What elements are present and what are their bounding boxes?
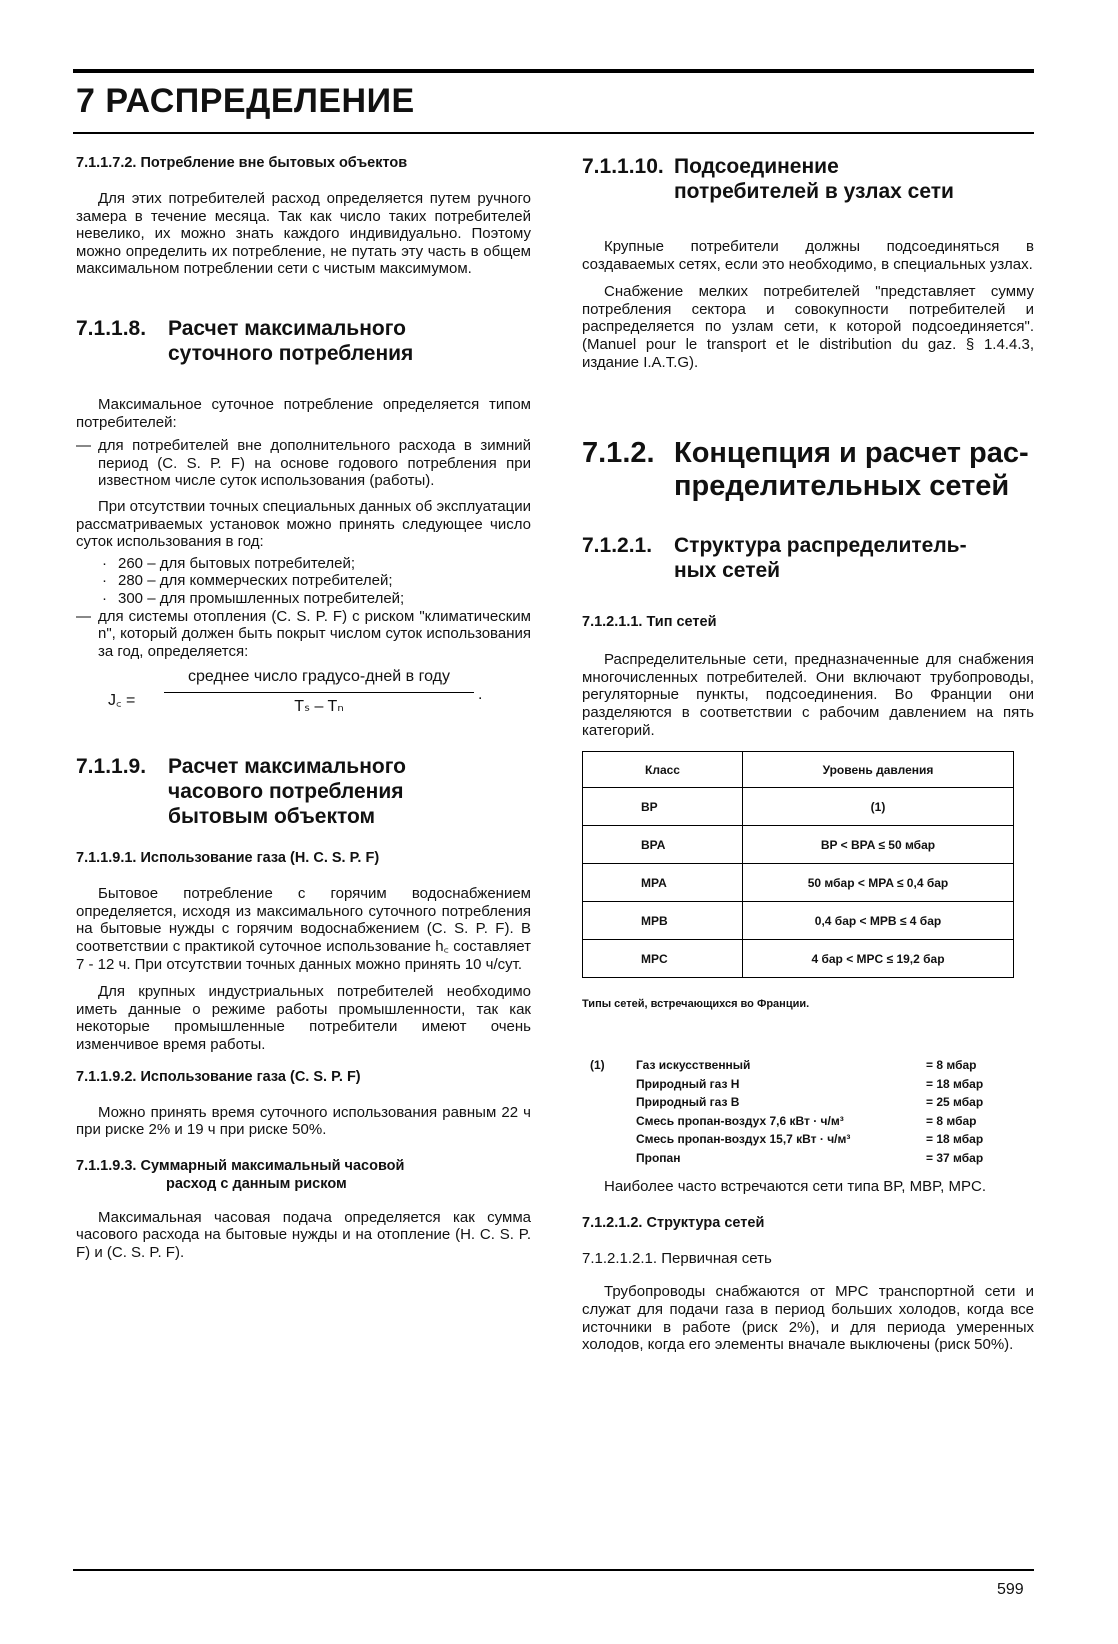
bullet-mark: · [102,572,107,590]
section-heading: 7.1.1.9.1. Использование газа (H. C. S. P. F) [76,850,380,867]
paragraph: Максимальное суточное потребление определяется типом потребителей: [76,395,531,431]
gas-value: = 18 мбар [926,1132,984,1147]
table-cell: BP < BPA ≤ 50 мбар [743,826,1014,864]
section-title-line: часового потребления [168,780,404,804]
section-number: 7.1.1.8. [76,316,147,340]
paragraph: Крупные потребители должны подсоединяться в создаваемых сетях, если это необходимо, в специальных узлах. [582,238,1034,273]
gas-value: = 25 мбар [926,1095,984,1110]
table-row [583,940,1014,978]
formula-lhs: J꜀ = [108,692,136,710]
table-header-row [583,752,1014,788]
section-heading [582,533,1034,583]
left-column [76,154,531,1262]
section-number: 7.1.1.10. [582,155,664,178]
list-item [76,437,531,490]
list-item [76,572,531,590]
list-item-text: 260 – для бытовых потребителей; [118,554,356,572]
section-heading: 7.1.1.7.2. Потребление вне бытовых объектов [76,155,408,171]
paragraph: Распределительные сети, предназначенные для снабжения многочисленных потребителей. Они включают трубопроводы, регуляторные пункты, подсоединения. Во Франции они разделяются в соответствии с рабочим давлением на пять категорий. [582,651,1034,739]
table-cell: 50 мбар < MPA ≤ 0,4 бар [743,864,1014,902]
table-cell: 0,4 бар < MPB ≤ 4 бар [743,902,1014,940]
right-column [582,154,1034,1354]
section-title-line: Структура распределитель- [674,534,967,558]
list-item-text: 280 – для коммерческих потребителей; [118,572,393,590]
gas-names [636,1056,926,1167]
table-cell: MPB [583,902,743,940]
list-item-text: 300 – для промышленных потребителей; [118,589,405,607]
paragraph: Снабжение мелких потребителей "представляет сумму потребления сектора и совокупности потребителей и распределяется по узлам сети, к которой подсоединяется". (Manuel pour le transport et le distribution du gaz. § 1.4.4.3, издание I.A.T.G). [582,283,1034,371]
section-title-line: пределительных сетей [674,470,1010,503]
section-number: 7.1.2.1. [582,534,653,558]
bullet-mark: · [102,589,107,607]
table-header: Класс [583,752,743,788]
section-title-line: бытовым объектом [168,805,376,829]
table-row [583,902,1014,940]
table-caption: Типы сетей, встречающихся во Франции. [582,998,810,1011]
top-rule [73,69,1034,73]
list-item-text: для потребителей вне дополнительного расхода в зимний период (С. S. Р. F) на основе годового потребления при известном числе суток использования (работы). [98,437,531,490]
section-title-line: суточного потребления [168,341,414,365]
gas-name: Смесь пропан-воздух 15,7 кВт · ч/м³ [636,1132,851,1147]
section-heading: 7.1.1.9.2. Использование газа (С. S. P. F) [76,1068,361,1085]
gas-name: Природный газ B [636,1095,740,1110]
section-heading [582,437,1034,503]
gas-name: Природный газ H [636,1076,740,1091]
section-title-line: 7.1.1.9.3. Суммарный максимальный часовой [76,1157,405,1174]
formula-numerator: среднее число градусо-дней в году [188,668,450,686]
paragraph: При отсутствии точных специальных данных об эксплуатации рассматриваемых установок можно принять следующее число суток использования в год: [76,497,531,551]
table-cell: BP [583,788,743,826]
header-rule [73,132,1034,134]
gas-values [926,1056,1006,1167]
section-title-line: потребителей в узлах сети [674,180,954,203]
list-item [76,608,531,661]
gas-name: Газ искусственный [636,1058,751,1073]
list-item [76,555,531,573]
section-heading: 7.1.2.1.2. Структура сетей [582,1214,765,1231]
section-title-line: Концепция и расчет рас- [674,437,1029,470]
table-cell: MPC [583,940,743,978]
network-classes-table [582,751,1014,978]
section-heading [76,754,531,829]
gas-value: = 8 мбар [926,1113,977,1128]
chapter-title: 7 РАСПРЕДЕЛЕНИЕ [76,82,415,120]
table-row [583,788,1014,826]
paragraph: Можно принять время суточного использования равным 22 ч при риске 2% и 19 ч при риске 50%. [76,1103,531,1139]
section-title-line: расход с данным риском [166,1175,347,1192]
section-heading: 7.1.2.1.1. Тип сетей [582,614,717,631]
paragraph: Бытовое потребление с горячим водоснабжением определяется, исходя из максимального суточного потребления на бытовые нужды с горячим водоснабжением (С. S. P. F). В соответствии с практикой суточное использование h꜀ составляет 7 - 12 ч. При отсутствии точных данных можно принять 10 ч/сут. [76,885,531,973]
page-number: 599 [997,1581,1024,1598]
section-title-line: Подсоединение [674,155,839,178]
fraction-bar [164,692,474,693]
section-heading [76,316,531,366]
table-cell: 4 бар < MPC ≤ 19,2 бар [743,940,1014,978]
bullet-mark: · [102,554,107,572]
gas-value: = 37 мбар [926,1150,984,1165]
paragraph: Для этих потребителей расход определяется путем ручного замера в течение месяца. Так как число таких потребителей невелико, их можно знать каждого индивидуально. Поэтому можно определить их потребление, не путать эту часть в общем максимальном потреблении сети с чистым максимумом. [76,190,531,278]
formula-period: . [478,686,483,704]
section-title-line: ных сетей [674,559,781,583]
table-header: Уровень давления [743,752,1014,788]
formula-denominator: Tₛ – Tₙ [294,698,344,716]
list-item [76,590,531,608]
subsection-title: 7.1.2.1.2.1. Первичная сеть [582,1249,772,1267]
dash-mark: — [76,607,91,625]
dash-mark: — [76,437,91,455]
paragraph: Трубопроводы снабжаются от MPC транспортной сети и служат для подачи газа в период больших холодов, когда все источники в работе (риск 2%), и для периода умеренных холодов, когда его элементы вначале выключены (риск 50%). [582,1283,1034,1354]
list-item-text: для системы отопления (С. S. P. F) с риском "климатическим n", который должен быть покрыт числом суток использования за год, определяется: [98,607,531,660]
formula [76,668,531,730]
table-cell: (1) [743,788,1014,826]
gas-footnote [582,1056,1034,1174]
table-cell: MPA [583,864,743,902]
section-heading [76,1157,531,1193]
section-number: 7.1.1.9. [76,755,147,779]
gas-value: = 18 мбар [926,1076,984,1091]
table-row [583,864,1014,902]
section-title-line: Расчет максимального [168,316,407,340]
paragraph: Наиболее часто встречаются сети типа BP, MBP, MPC. [604,1178,987,1196]
footnote-ref: (1) [590,1058,605,1073]
footer-rule [73,1569,1034,1571]
paragraph: Для крупных индустриальных потребителей необходимо иметь данные о режиме работы промышленности, так как некоторые промышленные потребители имеют очень изменчивое время работы. [76,983,531,1054]
section-number: 7.1.2. [582,437,655,470]
table-cell: BPA [583,826,743,864]
gas-value: = 8 мбар [926,1058,977,1073]
gas-name: Смесь пропан-воздух 7,6 кВт · ч/м³ [636,1113,844,1128]
table-row [583,826,1014,864]
gas-name: Пропан [636,1150,681,1165]
paragraph: Максимальная часовая подача определяется как сумма часового расхода на бытовые нужды и на отопление (H. C. S. P. F) и (С. S. P. F). [76,1208,531,1261]
section-heading [582,154,1034,204]
section-title-line: Расчет максимального [168,755,407,779]
